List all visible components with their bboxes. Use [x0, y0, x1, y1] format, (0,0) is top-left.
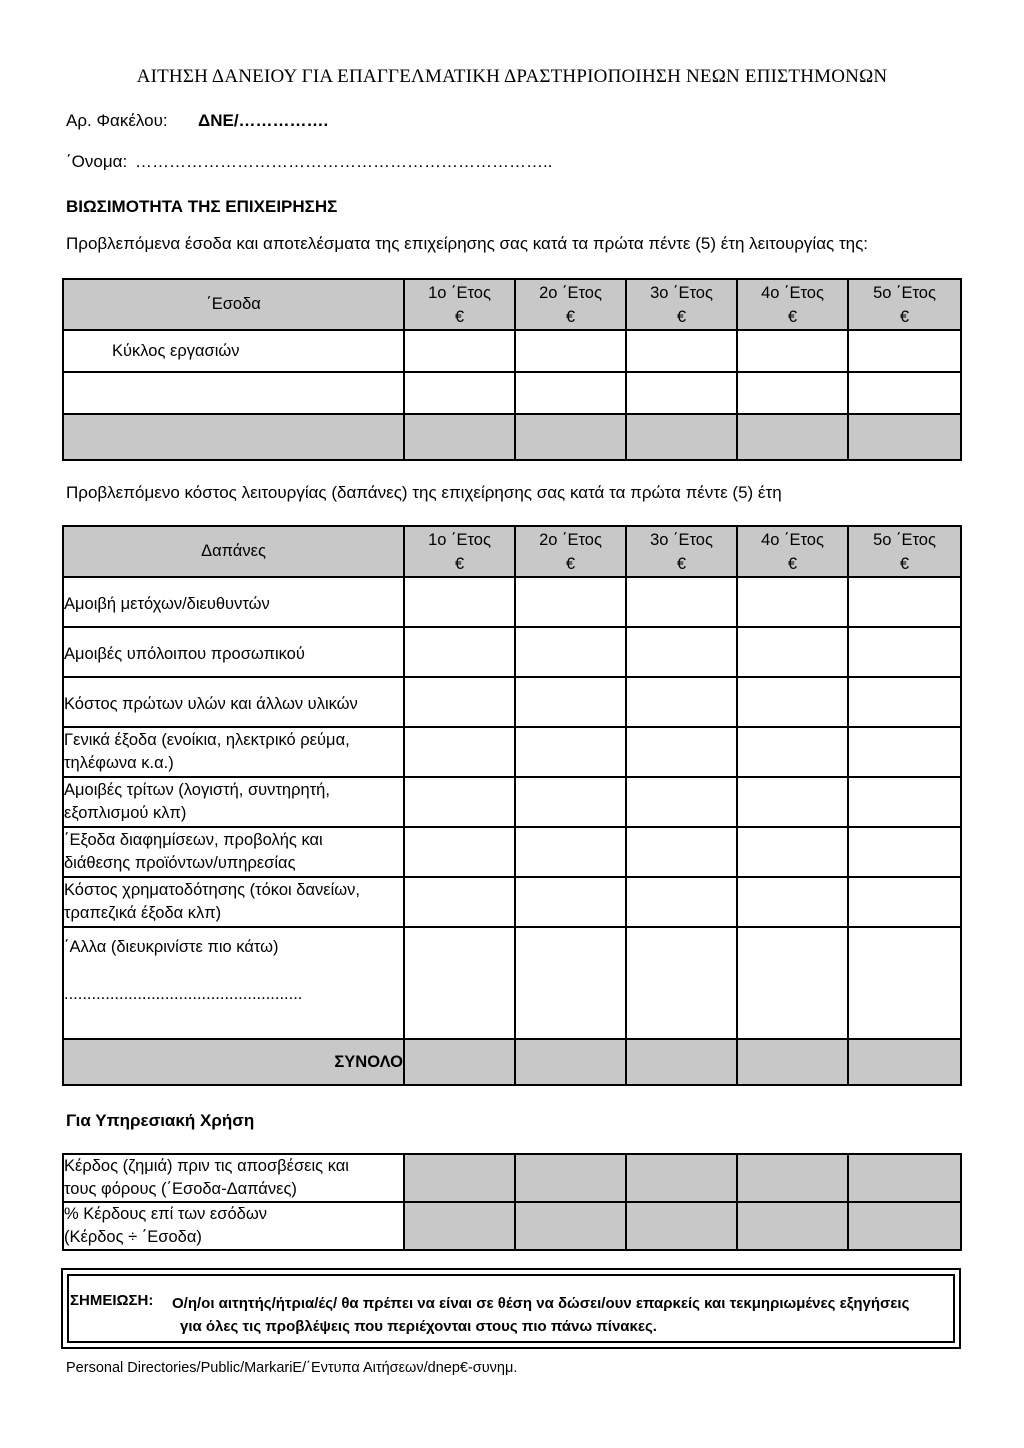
income-year-4: 4ο ΄Ετος €	[737, 279, 848, 330]
service-cell	[515, 1154, 626, 1202]
expense-cell[interactable]	[848, 627, 961, 677]
income-header-row	[63, 279, 961, 330]
expenses-year-2: 2ο ΄Ετος €	[515, 526, 626, 577]
note-box	[61, 1268, 961, 1349]
income-table	[62, 278, 962, 461]
table-row	[63, 577, 961, 627]
expense-cell[interactable]	[515, 627, 626, 677]
expense-cell[interactable]	[848, 877, 961, 927]
expense-cell[interactable]	[737, 577, 848, 627]
income-cell[interactable]	[515, 330, 626, 372]
expenses-year-4: 4ο ΄Ετος €	[737, 526, 848, 577]
expense-cell[interactable]	[515, 577, 626, 627]
document-title: ΑΙΤΗΣΗ ΔΑΝΕΙΟΥ ΓΙΑ ΕΠΑΓΓΕΛΜΑΤΙΚΗ ΔΡΑΣΤΗΡΙΟΠΟΙΗΣΗ ΝΕΩΝ ΕΠΙΣΤΗΜΟΝΩΝ	[136, 66, 888, 87]
service-cell	[626, 1154, 737, 1202]
note-label: ΣΗΜΕΙΩΣΗ:	[70, 1292, 154, 1309]
expense-cell[interactable]	[626, 927, 737, 1039]
table-row	[63, 1154, 961, 1202]
table-row	[63, 1202, 961, 1250]
income-total-cell	[848, 414, 961, 460]
row-label-shareholders-pay: Αμοιβή μετόχων/διευθυντών	[63, 577, 404, 627]
row-label-turnover: Κύκλος εργασιών	[63, 330, 404, 372]
row-label-materials: Κόστος πρώτων υλών και άλλων υλικών	[63, 677, 404, 727]
income-year-2: 2ο ΄Ετος €	[515, 279, 626, 330]
expense-cell[interactable]	[404, 677, 515, 727]
expense-cell[interactable]	[737, 927, 848, 1039]
row-label-general-expenses: Γενικά έξοδα (ενοίκια, ηλεκτρικό ρεύμα, τηλέφωνα κ.α.)	[63, 727, 404, 777]
footer-path: Personal Directories/Public/MarkariE/΄Εντυπα Αιτήσεων/dnep€-συνημ.	[66, 1360, 518, 1376]
table-row	[63, 372, 961, 414]
row-label-advertising: ΄Εξοδα διαφημίσεων, προβολής και διάθεσης προϊόντων/υπηρεσίας	[63, 827, 404, 877]
expense-cell[interactable]	[737, 827, 848, 877]
service-use-table	[62, 1153, 962, 1251]
row-label-blank[interactable]	[63, 372, 404, 414]
expenses-year-5: 5ο ΄Ετος €	[848, 526, 961, 577]
service-cell	[404, 1154, 515, 1202]
expense-cell[interactable]	[626, 877, 737, 927]
service-cell	[737, 1154, 848, 1202]
income-year-5: 5ο ΄Ετος €	[848, 279, 961, 330]
expense-cell[interactable]	[404, 727, 515, 777]
total-label: ΣΥΝΟΛΟ	[63, 1039, 404, 1085]
income-year-3: 3ο ΄Ετος €	[626, 279, 737, 330]
row-label-staff-pay: Αμοιβές υπόλοιπου προσωπικού	[63, 627, 404, 677]
expense-cell[interactable]	[404, 577, 515, 627]
expense-cell[interactable]	[404, 777, 515, 827]
expense-cell[interactable]	[737, 877, 848, 927]
note-inner-border	[67, 1274, 955, 1343]
expenses-year-3: 3ο ΄Ετος €	[626, 526, 737, 577]
total-cell	[515, 1039, 626, 1085]
income-year-1: 1ο ΄Ετος €	[404, 279, 515, 330]
income-total-cell	[626, 414, 737, 460]
income-cell[interactable]	[737, 330, 848, 372]
table-row	[63, 1039, 961, 1085]
table-row	[63, 330, 961, 372]
file-number-field[interactable]: ΔΝΕ/…………….	[198, 111, 329, 130]
income-cell[interactable]	[515, 372, 626, 414]
total-cell	[848, 1039, 961, 1085]
income-total-cell	[737, 414, 848, 460]
expense-cell[interactable]	[848, 727, 961, 777]
expense-cell[interactable]	[737, 627, 848, 677]
section-title: ΒΙΩΣΙΜΟΤΗΤΑ ΤΗΣ ΕΠΙΧΕΙΡΗΣΗΣ	[66, 197, 338, 216]
expense-cell[interactable]	[848, 577, 961, 627]
row-label-other: ΄Αλλα (διευκρινίστε πιο κάτω) ....................................................	[63, 927, 404, 1039]
expense-cell[interactable]	[515, 777, 626, 827]
service-use-title: Για Υπηρεσιακή Χρήση	[66, 1111, 255, 1130]
table-row	[63, 414, 961, 460]
income-cell[interactable]	[848, 372, 961, 414]
expense-cell[interactable]	[515, 677, 626, 727]
row-label-profit-percent: % Κέρδους επί των εσόδων (Κέρδος ÷ ΄Εσοδα)	[63, 1202, 404, 1250]
name-field[interactable]: ………………………………………………………………..	[135, 152, 553, 171]
service-cell	[515, 1202, 626, 1250]
expenses-year-1: 1ο ΄Ετος €	[404, 526, 515, 577]
expense-cell[interactable]	[404, 627, 515, 677]
income-cell[interactable]	[404, 330, 515, 372]
note-text: Ο/η/οι αιτητής/ήτρια/ές/ θα πρέπει να είναι σε θέση να δώσει/ουν επαρκείς και τεκμηριωμένες εξηγήσεις για όλες τις προβλέψεις που περιέχονται στους πιο πάνω πίνακες.	[172, 1295, 910, 1335]
income-cell[interactable]	[848, 330, 961, 372]
expense-cell[interactable]	[626, 727, 737, 777]
expense-cell[interactable]	[515, 877, 626, 927]
expense-cell[interactable]	[626, 827, 737, 877]
expense-cell[interactable]	[848, 677, 961, 727]
service-cell	[404, 1202, 515, 1250]
service-cell	[848, 1154, 961, 1202]
expense-cell[interactable]	[515, 927, 626, 1039]
expenses-header: Δαπάνες	[63, 526, 404, 577]
service-cell	[626, 1202, 737, 1250]
expense-cell[interactable]	[626, 627, 737, 677]
expense-cell[interactable]	[737, 677, 848, 727]
expense-cell[interactable]	[737, 727, 848, 777]
table-row	[63, 777, 961, 827]
name-label: ΄Ονομα:	[66, 152, 128, 171]
income-total-cell	[404, 414, 515, 460]
expense-cell[interactable]	[848, 927, 961, 1039]
service-cell	[737, 1202, 848, 1250]
expense-cell[interactable]	[848, 827, 961, 877]
expense-cell[interactable]	[404, 927, 515, 1039]
income-cell[interactable]	[404, 372, 515, 414]
expense-cell[interactable]	[737, 777, 848, 827]
expenses-header-row	[63, 526, 961, 577]
income-total-cell	[515, 414, 626, 460]
row-label-third-party-fees: Αμοιβές τρίτων (λογιστή, συντηρητή, εξοπλισμού κλπ)	[63, 777, 404, 827]
total-cell	[737, 1039, 848, 1085]
income-cell[interactable]	[737, 372, 848, 414]
table-row	[63, 627, 961, 677]
income-intro: Προβλεπόμενα έσοδα και αποτελέσματα της επιχείρησης σας κατά τα πρώτα πέντε (5) έτη λειτουργίας της:	[66, 234, 869, 253]
expense-cell[interactable]	[515, 827, 626, 877]
row-label-financing-cost: Κόστος χρηματοδότησης (τόκοι δανείων, τραπεζικά έξοδα κλπ)	[63, 877, 404, 927]
expense-cell[interactable]	[848, 777, 961, 827]
total-cell	[626, 1039, 737, 1085]
table-row	[63, 927, 961, 1039]
expense-cell[interactable]	[404, 827, 515, 877]
other-dots[interactable]: ....................................................	[64, 985, 303, 1003]
table-row	[63, 677, 961, 727]
table-row	[63, 877, 961, 927]
row-label-profit: Κέρδος (ζημιά) πριν τις αποσβέσεις και τους φόρους (΄Εσοδα-Δαπάνες)	[63, 1154, 404, 1202]
expense-cell[interactable]	[515, 727, 626, 777]
expenses-table	[62, 525, 962, 1086]
expense-cell[interactable]	[626, 677, 737, 727]
file-number-label: Αρ. Φακέλου:	[66, 111, 168, 130]
service-cell	[848, 1202, 961, 1250]
expense-cell[interactable]	[626, 577, 737, 627]
income-cell[interactable]	[626, 330, 737, 372]
income-header: ΄Εσοδα	[63, 279, 404, 330]
table-row	[63, 727, 961, 777]
expense-cell[interactable]	[404, 877, 515, 927]
expenses-intro: Προβλεπόμενο κόστος λειτουργίας (δαπάνες) της επιχείρησης σας κατά τα πρώτα πέντε (5) έτη	[66, 483, 782, 502]
expense-cell[interactable]	[626, 777, 737, 827]
income-cell[interactable]	[626, 372, 737, 414]
table-row	[63, 827, 961, 877]
total-cell	[404, 1039, 515, 1085]
row-label-blank	[63, 414, 404, 460]
